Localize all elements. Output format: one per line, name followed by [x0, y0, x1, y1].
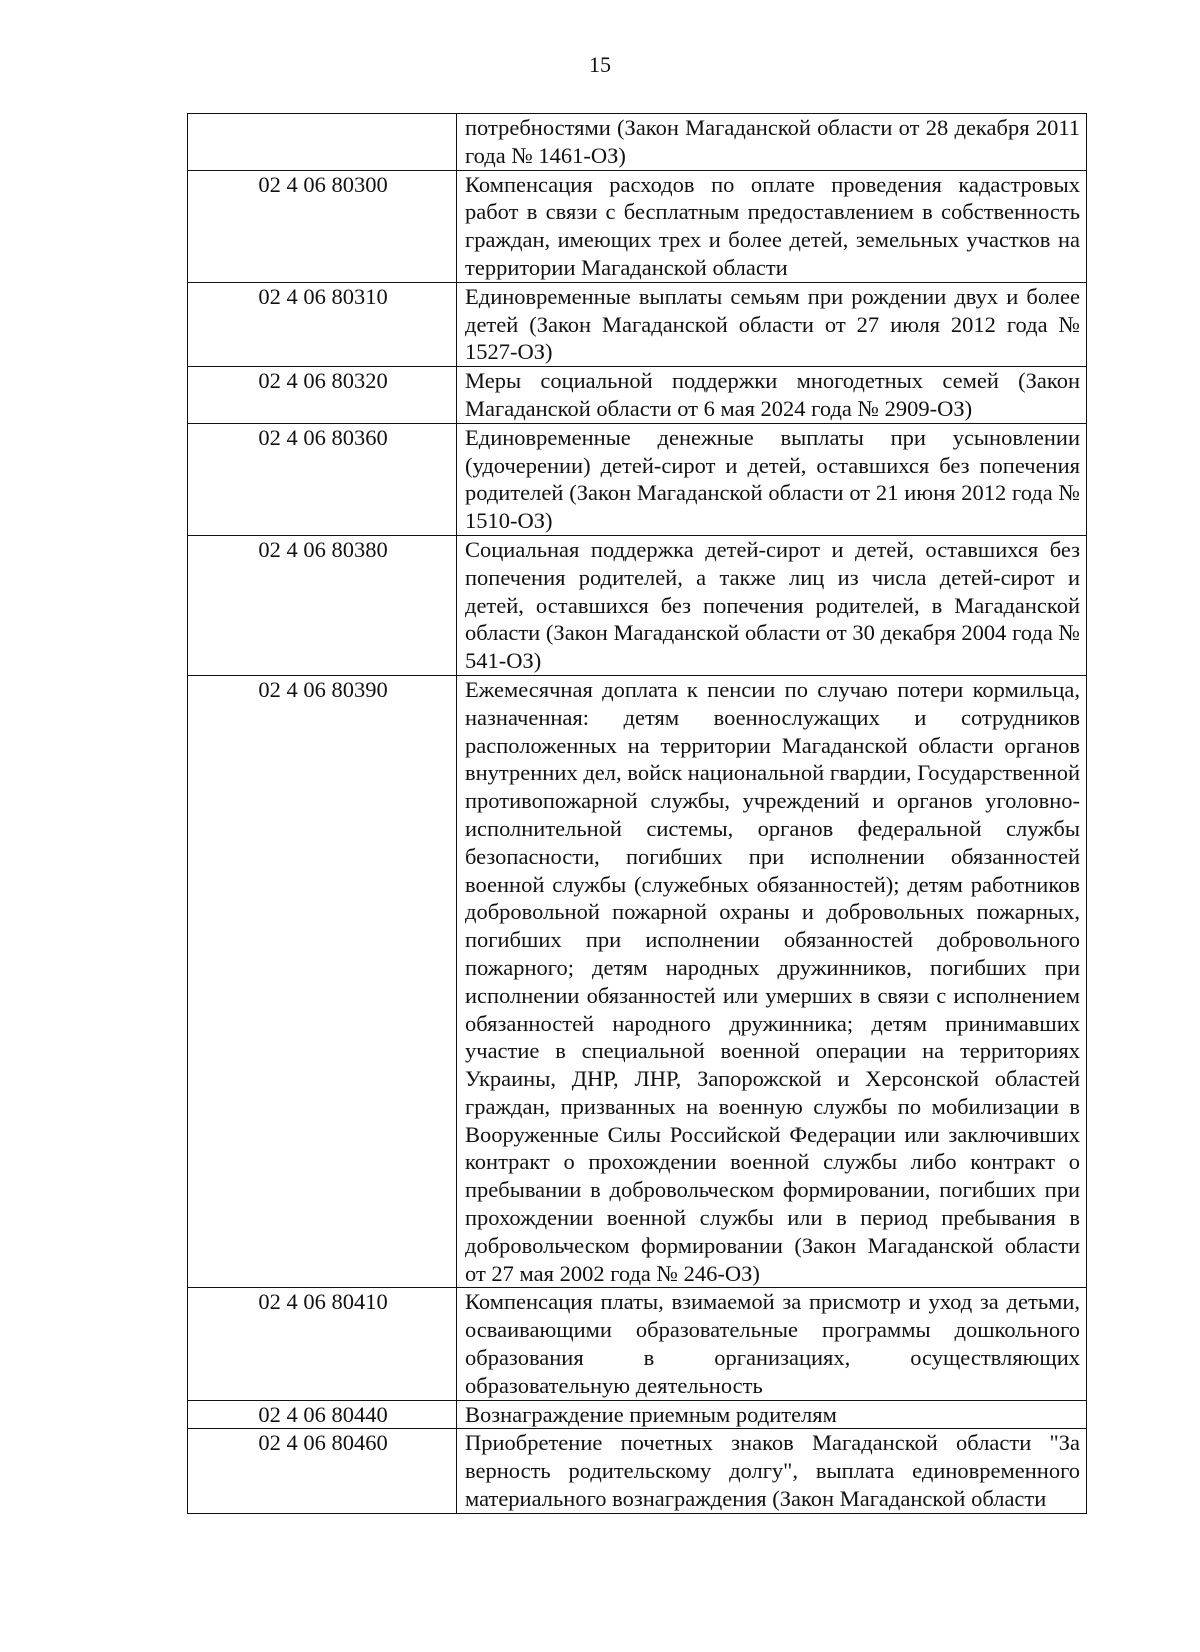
budget-classification-table: [187, 113, 1087, 1514]
table-row: [188, 423, 1087, 535]
row-description: Компенсация платы, взимаемой за присмотр и уход за детьми, осваивающими образовательные программы дошкольного образования в организациях, осуществляющих образовательную деятельность: [457, 1288, 1087, 1400]
row-description: Единовременные выплаты семьям при рождении двух и более детей (Закон Магаданской области от 27 июля 2012 года № 1527-ОЗ): [457, 282, 1087, 366]
row-description: Единовременные денежные выплаты при усыновлении (удочерении) детей-сирот и детей, оставшихся без попечения родителей (Закон Магаданской области от 21 июня 2012 года № 1510-ОЗ): [457, 423, 1087, 535]
table-row: [188, 367, 1087, 424]
table-row: [188, 282, 1087, 366]
table-row: [188, 170, 1087, 282]
table-row: [188, 675, 1087, 1288]
row-description: потребностями (Закон Магаданской области от 28 декабря 2011 года № 1461-ОЗ): [457, 114, 1087, 171]
row-code: 02 4 06 80360: [188, 423, 457, 535]
row-code: [188, 114, 457, 171]
row-code: 02 4 06 80320: [188, 367, 457, 424]
row-description: Меры социальной поддержки многодетных семей (Закон Магаданской области от 6 мая 2024 года № 2909-ОЗ): [457, 367, 1087, 424]
row-description: Вознаграждение приемным родителям: [457, 1400, 1087, 1429]
table-row: [188, 1288, 1087, 1400]
table-row: [188, 1400, 1087, 1429]
row-code: 02 4 06 80300: [188, 170, 457, 282]
row-description: Компенсация расходов по оплате проведения кадастровых работ в связи с бесплатным предоставлением в собственность граждан, имеющих трех и более детей, земельных участков на территории Магаданской области: [457, 170, 1087, 282]
row-code: 02 4 06 80440: [188, 1400, 457, 1429]
row-code: 02 4 06 80410: [188, 1288, 457, 1400]
table-row: [188, 535, 1087, 675]
row-code: 02 4 06 80460: [188, 1429, 457, 1513]
row-description: Приобретение почетных знаков Магаданской области "За верность родительскому долгу", выплата единовременного материального вознаграждения (Закон Магаданской области: [457, 1429, 1087, 1513]
table-row: [188, 114, 1087, 171]
row-code: 02 4 06 80310: [188, 282, 457, 366]
row-description: Социальная поддержка детей-сирот и детей, оставшихся без попечения родителей, а также лиц из числа детей-сирот и детей, оставшихся без попечения родителей, в Магаданской области (Закон Магаданской области от 30 декабря 2004 года № 541-ОЗ): [457, 535, 1087, 675]
row-code: 02 4 06 80390: [188, 675, 457, 1288]
table-row: [188, 1429, 1087, 1513]
page-number: 15: [589, 52, 611, 77]
row-code: 02 4 06 80380: [188, 535, 457, 675]
row-description: Ежемесячная доплата к пенсии по случаю потери кормильца, назначенная: детям военнослужащих и сотрудников расположенных на территории Магаданской области органов внутренних дел, войск национальной гвардии, Государственной противопожарной службы, учреждений и органов уголовно-исполнительной системы, органов федеральной службы безопасности, погибших при исполнении обязанностей военной службы (служебных обязанностей); детям работников добровольной пожарной охраны и добровольных пожарных, погибших при исполнении обязанностей добровольного пожарного; детям народных дружинников, погибших при исполнении обязанностей или умерших в связи с исполнением обязанностей народного дружинника; детям принимавших участие в специальной военной операции на территориях Украины, ДНР, ЛНР, Запорожской и Херсонской областей граждан, призванных на военную службы по мобилизации в Вооруженные Силы Российской Федерации или заключивших контракт о прохождении военной службы либо контракт о пребывании в добровольческом формировании, погибших при прохождении военной службы или в период пребывания в добровольческом формировании (Закон Магаданской области от 27 мая 2002 года № 246-ОЗ): [457, 675, 1087, 1288]
